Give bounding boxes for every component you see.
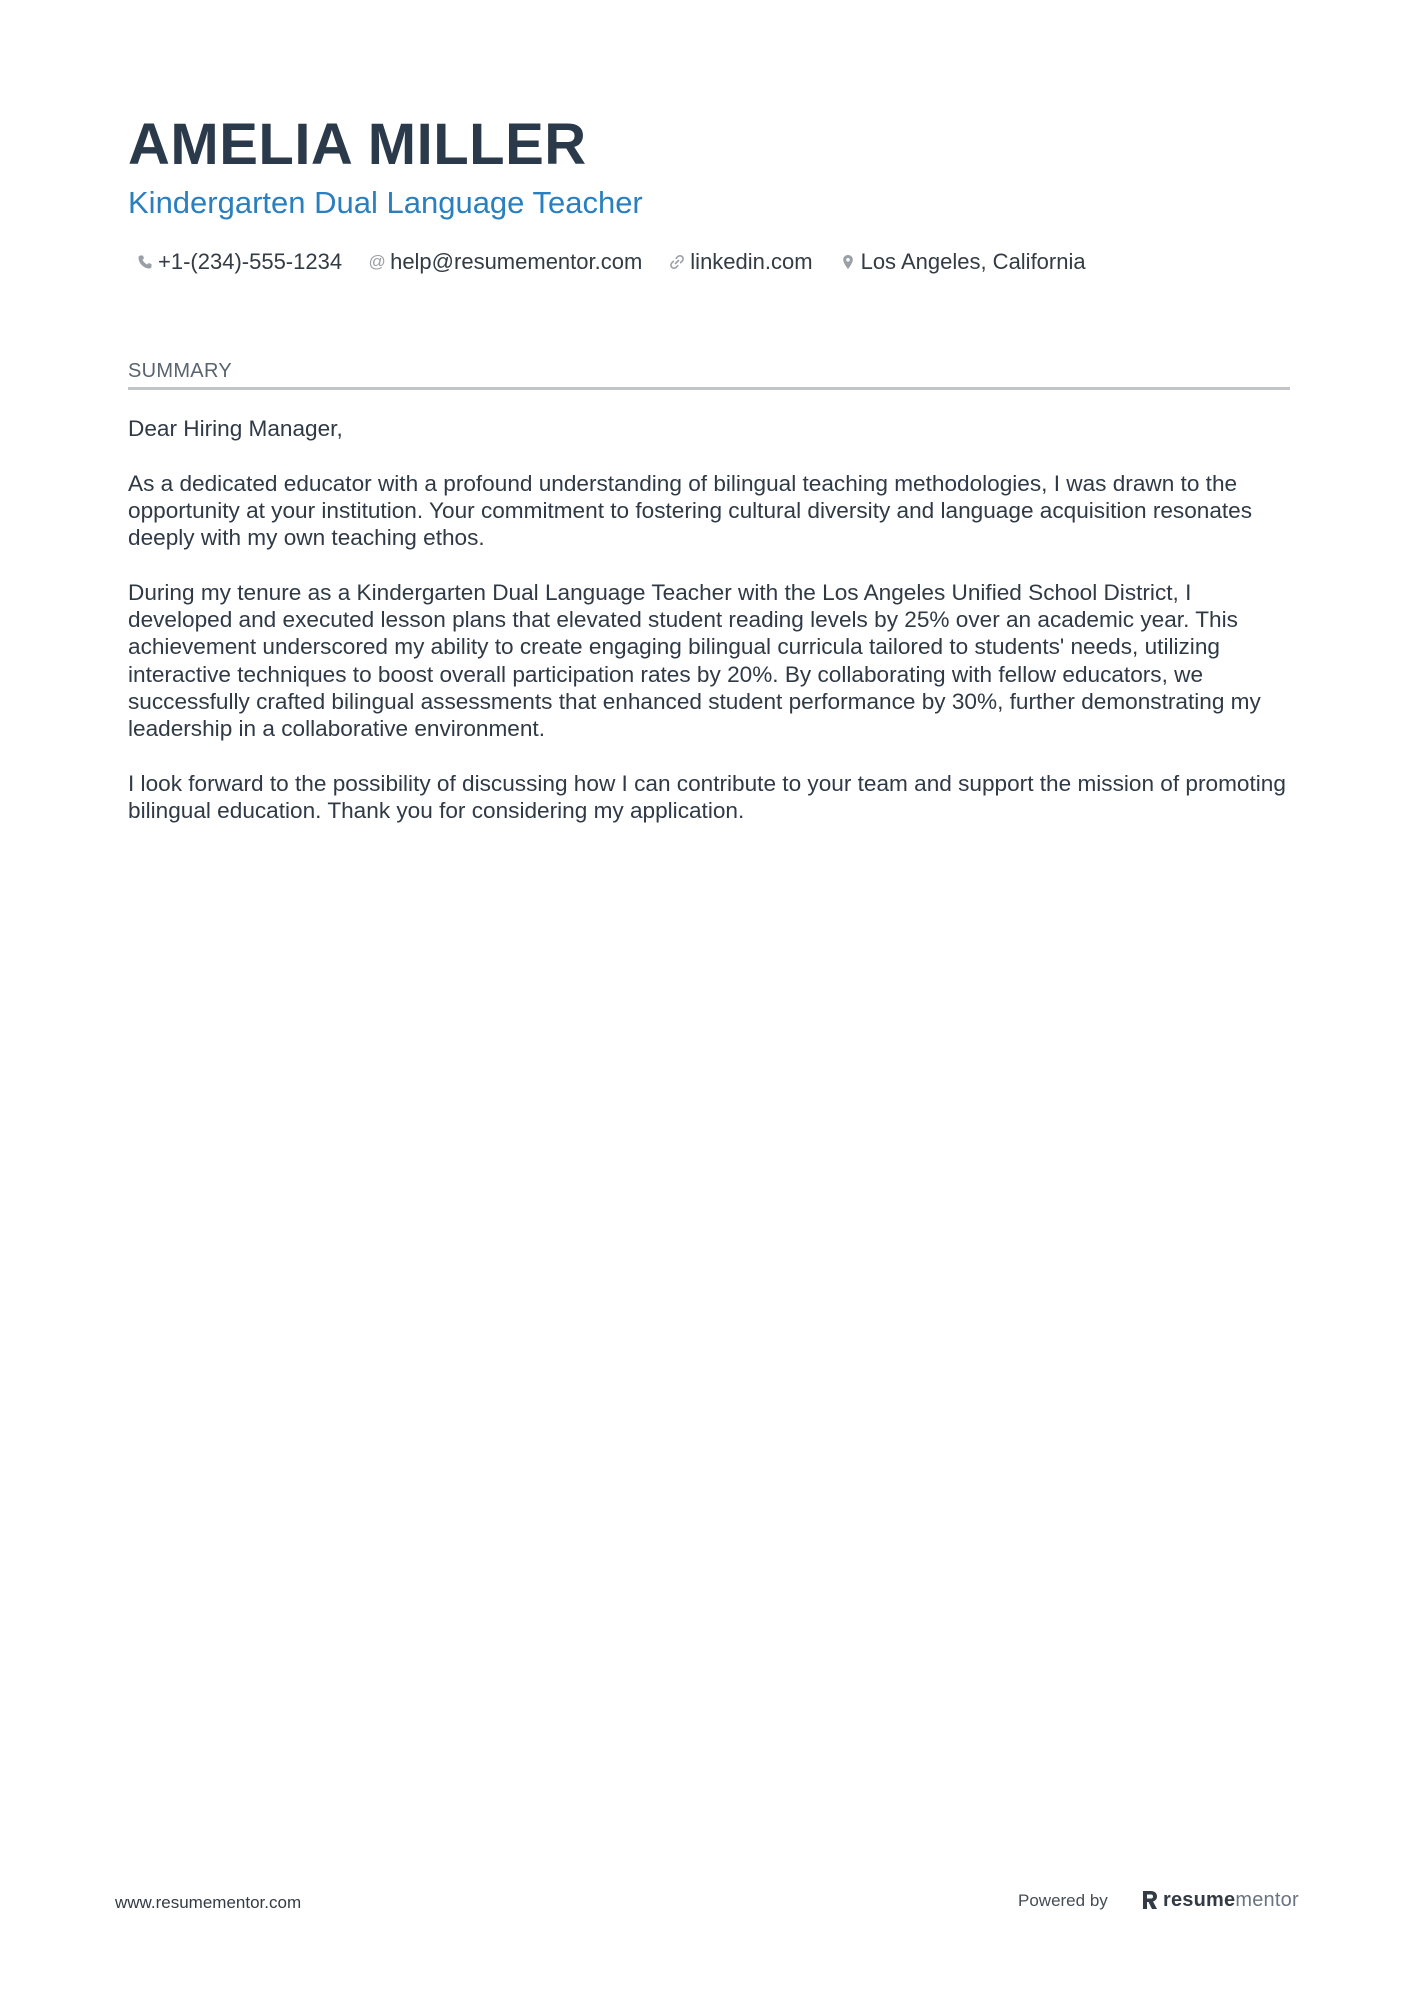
powered-by-label: Powered by (1018, 1891, 1108, 1910)
email-text[interactable]: help@resumementor.com (390, 249, 643, 274)
letter-paragraph: During my tenure as a Kindergarten Dual Language Teacher with the Los Angeles Unified School District, I developed and executed lesson plans that elevated student reading levels by 25% over an academic year. This achievement underscored my ability to create engaging bilingual curricula tailored to students' needs, utilizing interactive techniques to boost overall participation rates by 20%. By collaborating with fellow educators, we successfully crafted bilingual assessments that enhanced student performance by 30%, further demonstrating my leadership in a collaborative environment. (128, 579, 1261, 742)
letter-body (128, 415, 1298, 852)
contact-linkedin[interactable] (668, 249, 812, 275)
contact-location (839, 249, 1086, 275)
job-title: Kindergarten Dual Language Teacher (128, 185, 643, 220)
letter-paragraph: As a dedicated educator with a profound understanding of bilingual teaching methodologies, I was drawn to the opportunity at your institution. Your commitment to fostering cultural diversity and language acquisition resonates deeply with my own teaching ethos. (128, 470, 1253, 551)
location-pin-icon (839, 253, 857, 271)
logo-wordmark: resumementor (1163, 1888, 1299, 1911)
salutation: Dear Hiring Manager, (128, 416, 343, 441)
footer-website-link[interactable]: www.resumementor.com (115, 1893, 302, 1912)
linkedin-text[interactable]: linkedin.com (690, 249, 813, 274)
letter-paragraph: I look forward to the possibility of discussing how I can contribute to your team and support the mission of promoting bilingual education. Thank you for considering my application. (128, 770, 1286, 824)
section-divider (128, 387, 1290, 390)
contact-phone (136, 249, 342, 275)
at-icon: @ (368, 252, 386, 271)
phone-icon (136, 253, 154, 271)
candidate-name: AMELIA MILLER (128, 112, 587, 177)
contact-bar (136, 245, 1112, 279)
resumementor-logo[interactable] (1141, 1887, 1299, 1913)
phone-text: +1-(234)-555-1234 (158, 249, 343, 274)
location-text: Los Angeles, California (860, 249, 1086, 274)
resumementor-logo-mark-icon (1141, 1889, 1159, 1911)
contact-email[interactable] (368, 249, 642, 275)
summary-heading: SUMMARY (128, 360, 232, 382)
link-icon (668, 253, 686, 271)
